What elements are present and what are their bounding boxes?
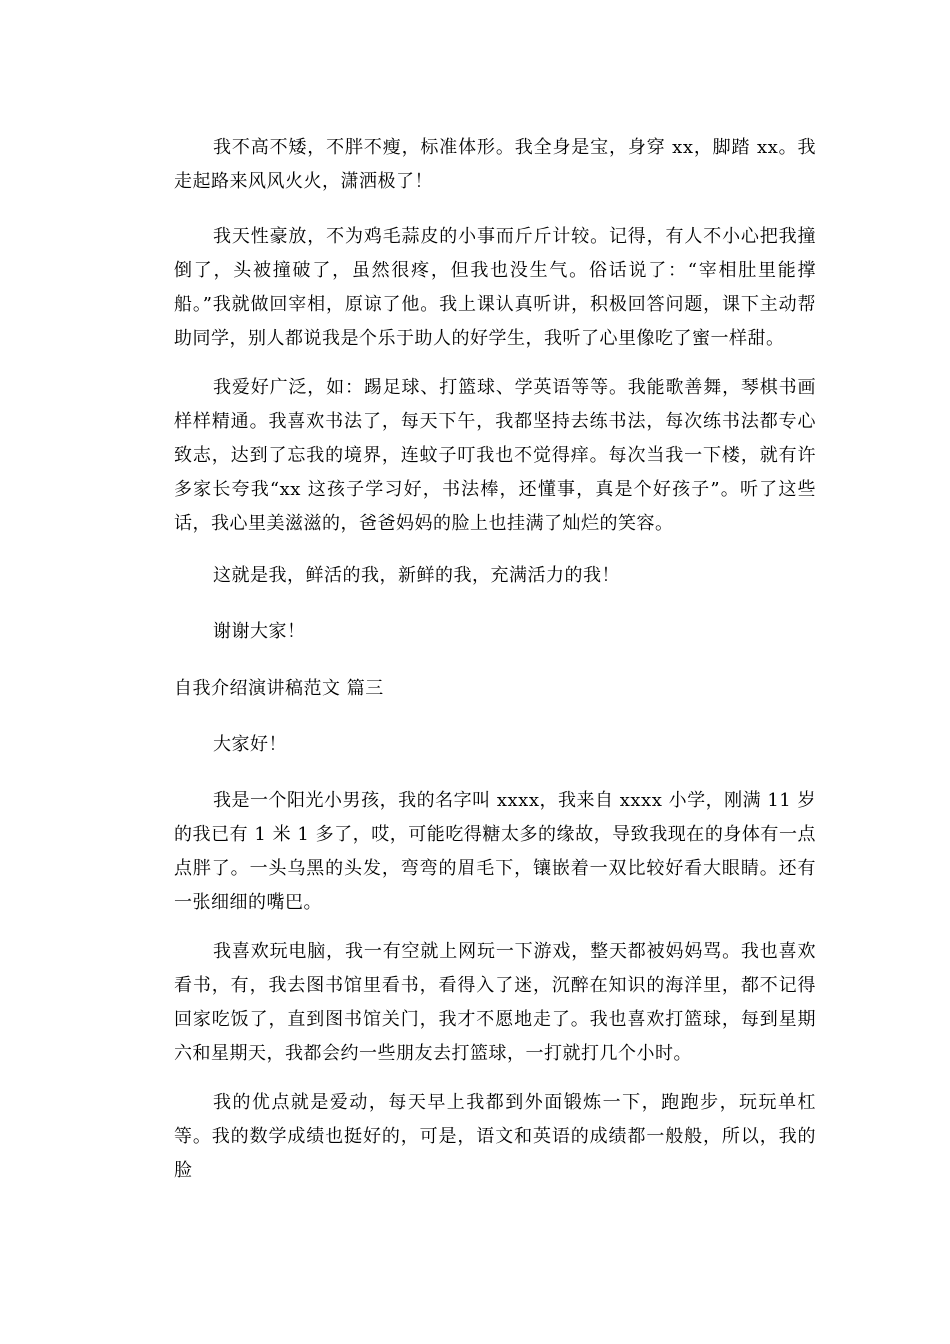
paragraph: 大家好！ (213, 734, 287, 755)
paragraph: 我是一个阳光小男孩，我的名字叫 xxxx，我来自 xxxx 小学，刚满 11 岁的我已有 1 米 1 多了，哎，可能吃得糖太多的缘故，导致我现在的身体有一点点胖了。一头乌黑的头发，弯弯的眉毛下，镶嵌着一双比较好看大眼睛。还有一张细细的嘴巴。 (174, 790, 816, 913)
paragraph: 我喜欢玩电脑，我一有空就上网玩一下游戏，整天都被妈妈骂。我也喜欢看书，有，我去图书馆里看书，看得入了迷，沉醉在知识的海洋里，都不记得回家吃饭了，直到图书馆关门，我才不愿地走了。我也喜欢打篮球，每到星期六和星期天，我都会约一些朋友去打篮球，一打就打几个小时。 (174, 941, 816, 1064)
paragraph: 我爱好广泛，如：踢足球、打篮球、学英语等等。我能歌善舞，琴棋书画样样精通。我喜欢书法了，每天下午，我都坚持去练书法，每次练书法都专心致志，达到了忘我的境界，连蚊子叮我也不觉得痒。每次当我一下楼，就有许多家长夸我“xx 这孩子学习好，书法棒，还懂事，真是个好孩子”。听了这些话，我心里美滋滋的，爸爸妈妈的脸上也挂满了灿烂的笑容。 (174, 377, 816, 534)
section-heading: 自我介绍演讲稿范文 篇三 (174, 678, 384, 699)
paragraph: 我不高不矮，不胖不瘦，标准体形。我全身是宝，身穿 xx，脚踏 xx。我走起路来风风火火，潇洒极了！ (174, 137, 816, 192)
paragraph: 这就是我，鲜活的我，新鲜的我，充满活力的我！ (213, 565, 620, 586)
paragraph: 我的优点就是爱动，每天早上我都到外面锻炼一下，跑跑步，玩玩单杠等。我的数学成绩也挺好的，可是，语文和英语的成绩都一般般，所以，我的脸 (174, 1092, 816, 1181)
paragraph: 我天性豪放，不为鸡毛蒜皮的小事而斤斤计较。记得，有人不小心把我撞倒了，头被撞破了，虽然很疼，但我也没生气。俗话说了：“宰相肚里能撑船。”我就做回宰相，原谅了他。我上课认真听讲，积极回答问题，课下主动帮助同学，别人都说我是个乐于助人的好学生，我听了心里像吃了蜜一样甜。 (174, 226, 816, 349)
paragraph: 谢谢大家！ (213, 621, 306, 642)
